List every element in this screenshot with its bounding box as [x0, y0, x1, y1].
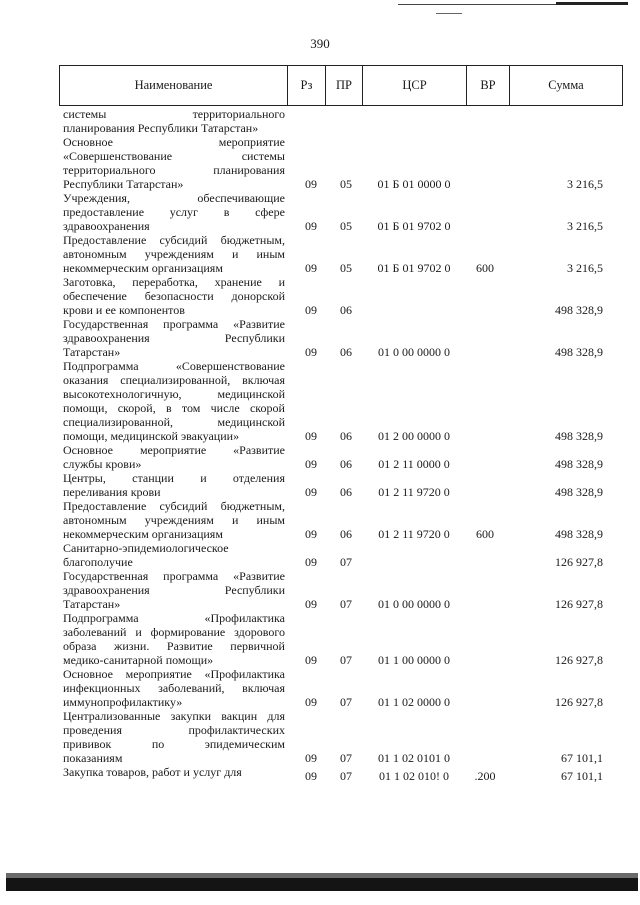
- row-name-line: предоставление услуг в сфере: [63, 205, 285, 219]
- table-row: [0, 135, 640, 191]
- row-name-line: прививок по эпидемическим: [63, 737, 285, 751]
- row-name-line: высокотехнологичную, медицинской: [63, 387, 285, 401]
- header-pr: ПР: [325, 65, 362, 106]
- scan-top-mark: [436, 13, 462, 14]
- row-csr: 01 2 11 0000 0: [378, 457, 450, 471]
- table-row: [0, 499, 640, 541]
- row-sum: 126 927,8: [555, 695, 603, 709]
- row-pr: 06: [340, 429, 352, 443]
- row-csr: 01 0 00 0000 0: [378, 345, 450, 359]
- row-rz: 09: [305, 597, 317, 611]
- row-pr: 07: [340, 769, 352, 783]
- row-name-line: здравоохранения: [63, 219, 150, 233]
- row-vr: .200: [474, 769, 496, 783]
- row-rz: 09: [305, 555, 317, 569]
- row-sum: 3 216,5: [567, 177, 603, 191]
- row-rz: 09: [305, 485, 317, 499]
- row-name-line: Закупка товаров, работ и услуг для: [63, 765, 242, 779]
- table-row: [0, 709, 640, 765]
- row-pr: 05: [340, 177, 352, 191]
- row-name-line: автономным учреждениям и иным: [63, 247, 285, 261]
- row-name-line: специализированной, медицинской: [63, 415, 285, 429]
- row-rz: 09: [305, 769, 317, 783]
- row-pr: 06: [340, 457, 352, 471]
- row-rz: 09: [305, 303, 317, 317]
- row-name-line: Централизованные закупки вакцин для: [63, 709, 285, 723]
- scan-top-rule-thick: [556, 2, 628, 5]
- table-row: [0, 569, 640, 611]
- row-name-line: оказания специализированной, включая: [63, 373, 285, 387]
- row-pr: 07: [340, 555, 352, 569]
- header-name: Наименование: [59, 65, 287, 106]
- row-name-line: Основное мероприятие «Развитие: [63, 443, 285, 457]
- table-row: [0, 471, 640, 499]
- row-name-line: крови и ее компонентов: [63, 303, 185, 317]
- row-rz: 09: [305, 345, 317, 359]
- row-name-line: системы территориального: [63, 107, 285, 121]
- row-name-line: инфекционных заболеваний, включая: [63, 681, 285, 695]
- table-row: [0, 443, 640, 471]
- row-rz: 09: [305, 261, 317, 275]
- row-csr: 01 Б 01 9702 0: [377, 219, 451, 233]
- row-pr: 06: [340, 345, 352, 359]
- row-sum: 498 328,9: [555, 485, 603, 499]
- table-row: [0, 191, 640, 233]
- row-vr: 600: [476, 261, 494, 275]
- scan-bottom-bar: [6, 878, 638, 891]
- table-row: [0, 359, 640, 443]
- table-row: [0, 611, 640, 667]
- table-header: [59, 65, 623, 106]
- row-csr: 01 1 02 0101 0: [378, 751, 450, 765]
- row-rz: 09: [305, 527, 317, 541]
- row-sum: 126 927,8: [555, 555, 603, 569]
- row-csr: 01 Б 01 0000 0: [377, 177, 451, 191]
- row-sum: 126 927,8: [555, 653, 603, 667]
- row-name-line: Татарстан»: [63, 597, 121, 611]
- row-csr: 01 1 02 0000 0: [378, 695, 450, 709]
- row-sum: 67 101,1: [561, 769, 603, 783]
- row-sum: 3 216,5: [567, 219, 603, 233]
- row-sum: 498 328,9: [555, 527, 603, 541]
- row-name-line: автономным учреждениям и иным: [63, 513, 285, 527]
- table-body: [0, 107, 640, 783]
- table-row: [0, 275, 640, 317]
- row-name-line: иммунопрофилактику»: [63, 695, 183, 709]
- row-name-line: здравоохранения Республики: [63, 583, 285, 597]
- row-name-line: обеспечение безопасности донорской: [63, 289, 285, 303]
- row-name-line: Предоставление субсидий бюджетным,: [63, 233, 285, 247]
- row-csr: 01 1 02 010! 0: [379, 769, 449, 783]
- row-name-line: Основное мероприятие: [63, 135, 285, 149]
- row-pr: 07: [340, 751, 352, 765]
- page-number: 390: [310, 36, 330, 51]
- row-rz: 09: [305, 653, 317, 667]
- table-row: [0, 765, 640, 783]
- header-vr: ВР: [466, 65, 509, 106]
- row-pr: 05: [340, 219, 352, 233]
- row-name-line: Центры, станции и отделения: [63, 471, 285, 485]
- row-pr: 06: [340, 485, 352, 499]
- row-name-line: планирования Республики Татарстан»: [63, 121, 259, 135]
- row-name-line: Государственная программа «Развитие: [63, 569, 285, 583]
- table-row: [0, 107, 640, 135]
- row-name-line: некоммерческим организациям: [63, 261, 223, 275]
- row-pr: 06: [340, 303, 352, 317]
- row-name-line: Заготовка, переработка, хранение и: [63, 275, 285, 289]
- row-csr: 01 1 00 0000 0: [378, 653, 450, 667]
- row-rz: 09: [305, 177, 317, 191]
- row-csr: 01 2 11 9720 0: [378, 527, 450, 541]
- header-csr: ЦСР: [362, 65, 466, 106]
- row-sum: 498 328,9: [555, 303, 603, 317]
- row-sum: 498 328,9: [555, 345, 603, 359]
- row-name-line: заболеваний и формирование здорового: [63, 625, 285, 639]
- row-csr: 01 2 00 0000 0: [378, 429, 450, 443]
- row-pr: 07: [340, 597, 352, 611]
- row-name-line: медико-санитарной помощи»: [63, 653, 214, 667]
- row-sum: 3 216,5: [567, 261, 603, 275]
- table-row: [0, 233, 640, 275]
- row-pr: 05: [340, 261, 352, 275]
- row-name-line: Санитарно-эпидемиологическое: [63, 541, 229, 555]
- row-name-line: здравоохранения Республики: [63, 331, 285, 345]
- row-pr: 07: [340, 653, 352, 667]
- row-name-line: образа жизни. Развитие первичной: [63, 639, 285, 653]
- row-name-line: помощи, скорой, в том числе скорой: [63, 401, 285, 415]
- row-rz: 09: [305, 429, 317, 443]
- row-vr: 600: [476, 527, 494, 541]
- row-name-line: Предоставление субсидий бюджетным,: [63, 499, 285, 513]
- row-name-line: Основное мероприятие «Профилактика: [63, 667, 285, 681]
- row-rz: 09: [305, 751, 317, 765]
- table-row: [0, 667, 640, 709]
- row-name-line: некоммерческим организациям: [63, 527, 223, 541]
- header-rz: Рз: [287, 65, 325, 106]
- row-csr: 01 2 11 9720 0: [378, 485, 450, 499]
- row-name-line: территориального планирования: [63, 163, 285, 177]
- row-name-line: благополучие: [63, 555, 133, 569]
- row-sum: 126 927,8: [555, 597, 603, 611]
- row-sum: 498 328,9: [555, 429, 603, 443]
- row-rz: 09: [305, 219, 317, 233]
- row-name-line: переливания крови: [63, 485, 161, 499]
- row-name-line: «Совершенствование системы: [63, 149, 285, 163]
- row-name-line: Республики Татарстан»: [63, 177, 184, 191]
- row-name-line: Учреждения, обеспечивающие: [63, 191, 285, 205]
- row-name-line: помощи, медицинской эвакуации»: [63, 429, 240, 443]
- row-name-line: проведения профилактических: [63, 723, 285, 737]
- table-row: [0, 317, 640, 359]
- row-pr: 06: [340, 527, 352, 541]
- row-name-line: Государственная программа «Развитие: [63, 317, 285, 331]
- row-name-line: Татарстан»: [63, 345, 121, 359]
- row-csr: 01 Б 01 9702 0: [377, 261, 451, 275]
- row-sum: 498 328,9: [555, 457, 603, 471]
- row-name-line: Подпрограмма «Профилактика: [63, 611, 285, 625]
- row-rz: 09: [305, 457, 317, 471]
- header-sum: Сумма: [509, 65, 623, 106]
- row-name-line: Подпрограмма «Совершенствование: [63, 359, 285, 373]
- row-rz: 09: [305, 695, 317, 709]
- row-pr: 07: [340, 695, 352, 709]
- row-sum: 67 101,1: [561, 751, 603, 765]
- row-name-line: службы крови»: [63, 457, 142, 471]
- row-name-line: показаниям: [63, 751, 123, 765]
- table-row: [0, 541, 640, 569]
- row-csr: 01 0 00 0000 0: [378, 597, 450, 611]
